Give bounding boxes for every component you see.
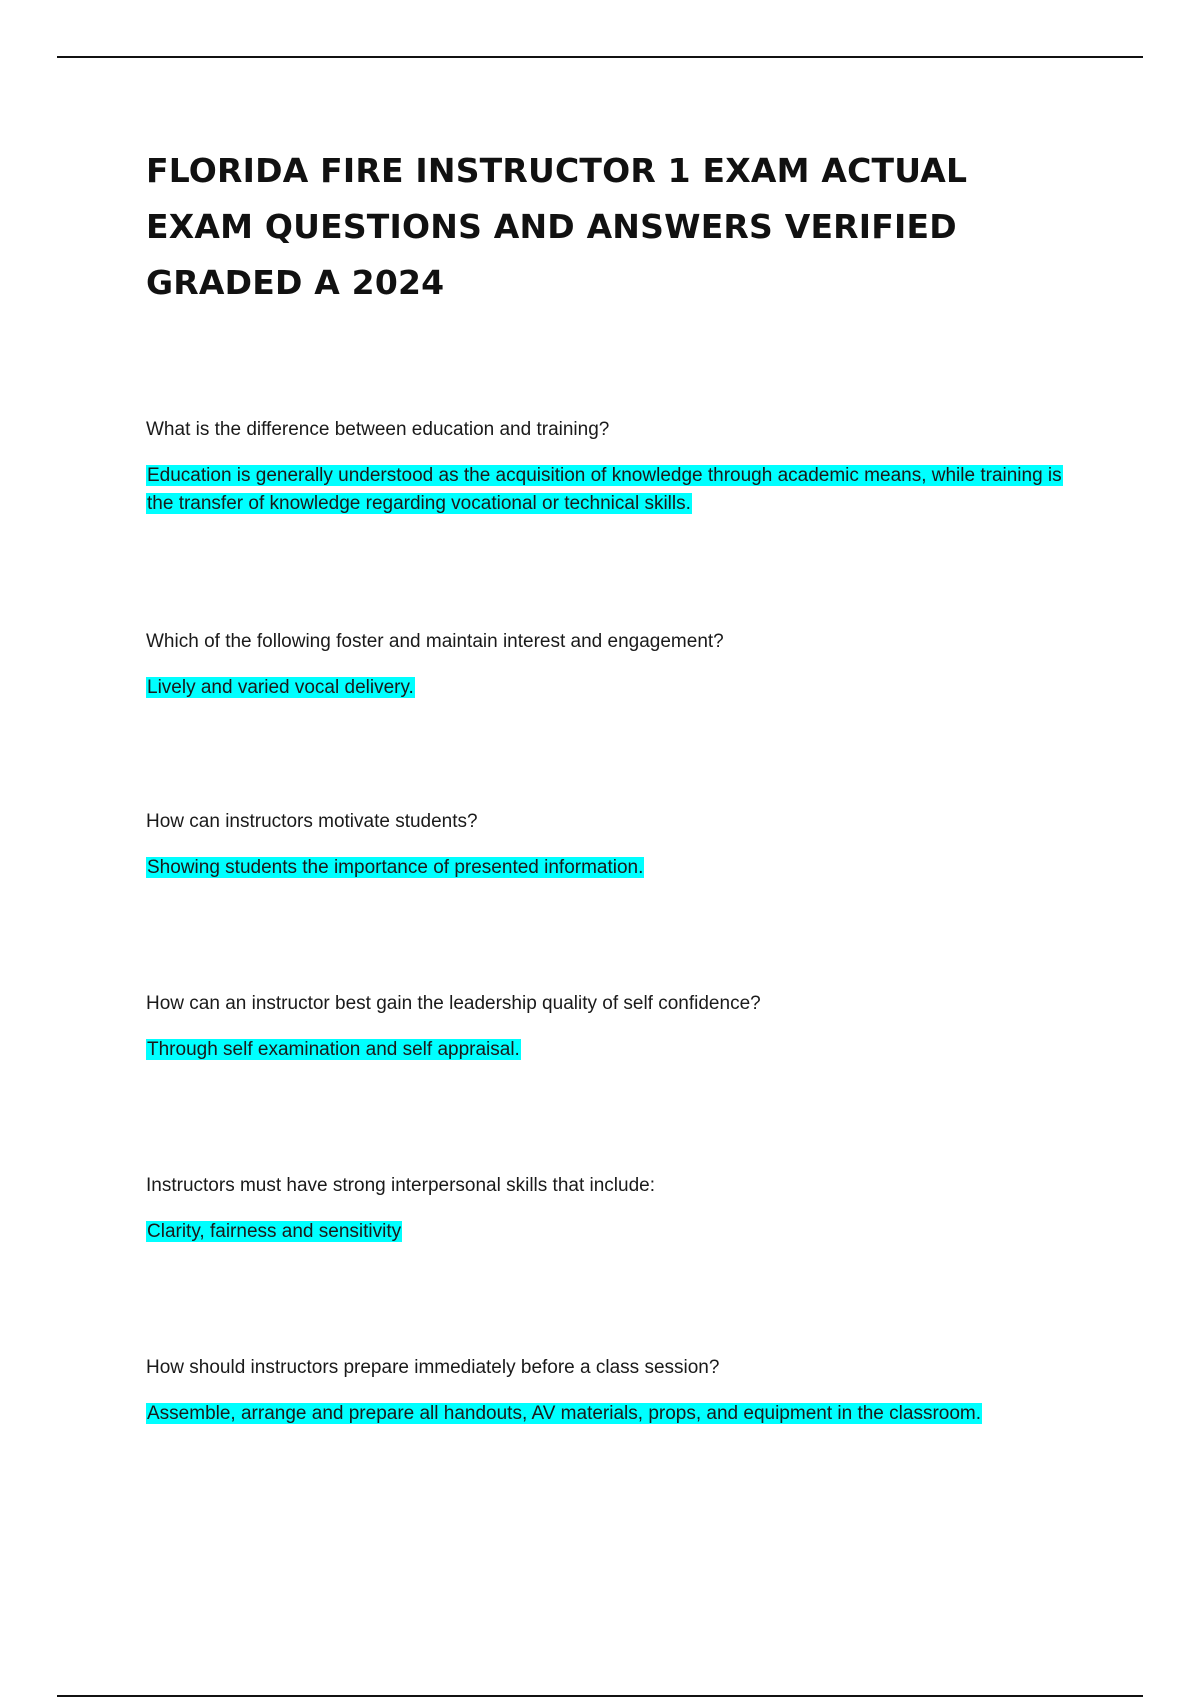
answer-5	[146, 1218, 1066, 1246]
answer-2-highlight: Lively and varied vocal delivery.	[147, 677, 414, 698]
qa-item-3	[146, 808, 1066, 882]
answer-6-highlight: Assemble, arrange and prepare all handouts, AV materials, props, and equipment in the classroom.	[147, 1403, 982, 1424]
answer-5-highlight: Clarity, fairness and sensitivity	[147, 1221, 402, 1242]
qa-item-2	[146, 628, 1066, 702]
answer-6	[146, 1400, 1066, 1428]
answer-1	[146, 462, 1066, 518]
question-4: How can an instructor best gain the leadership quality of self confidence?	[146, 993, 761, 1014]
question-2: Which of the following foster and maintain interest and engagement?	[146, 631, 724, 652]
answer-3-highlight: Showing students the importance of presented information.	[147, 857, 644, 878]
question-1: What is the difference between education and training?	[146, 419, 610, 440]
question-3: How can instructors motivate students?	[146, 811, 478, 832]
qa-item-4	[146, 990, 1066, 1064]
answer-4	[146, 1036, 1066, 1064]
bottom-rule	[57, 1695, 1143, 1697]
document-title: FLORIDA FIRE INSTRUCTOR 1 EXAM ACTUAL EXAM QUESTIONS AND ANSWERS VERIFIED GRADED A 2024	[146, 151, 968, 302]
qa-item-6	[146, 1354, 1066, 1428]
answer-3	[146, 854, 1066, 882]
answer-4-highlight: Through self examination and self appraisal.	[147, 1039, 520, 1060]
question-6: How should instructors prepare immediately before a class session?	[146, 1357, 720, 1378]
qa-item-1	[146, 416, 1066, 518]
top-rule	[57, 56, 1143, 58]
qa-item-5	[146, 1172, 1066, 1246]
question-5: Instructors must have strong interpersonal skills that include:	[146, 1175, 656, 1196]
answer-2	[146, 674, 1066, 702]
answer-1-highlight: Education is generally understood as the acquisition of knowledge through academic means, while training is the transfer of knowledge regarding vocational or technical skills.	[147, 465, 1062, 514]
